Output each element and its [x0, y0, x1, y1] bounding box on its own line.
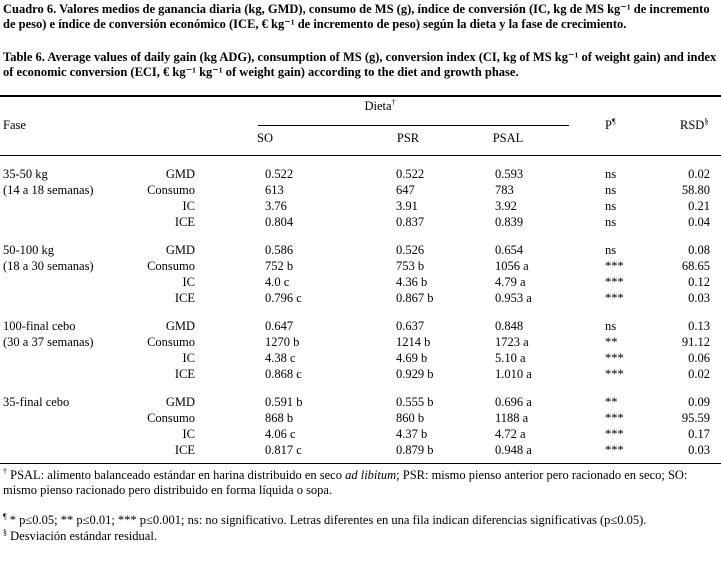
row-variable: IC [182, 199, 195, 213]
cell-psr: 860 b [396, 411, 425, 425]
cell-rsd: 0.13 [688, 319, 710, 333]
cell-rsd: 0.08 [688, 243, 710, 257]
caption-spanish-text: Valores medios de ganancia diaria (kg, GMD), consumo de MS (g), índice de conversión (IC, kg de MS kg⁻¹ de incremento de peso) e índice de conversión económico (ICE, € kg⁻¹ de incremento de peso) según la dieta y la fase de crecimiento. [3, 2, 710, 31]
cell-rsd: 0.17 [688, 427, 710, 441]
cell-psal: 1.010 a [495, 367, 532, 381]
footnote-section-mark: § [3, 527, 7, 537]
footnote-pilcrow-text: * p≤0.05; ** p≤0.01; *** p≤0.001; ns: no significativo. Letras diferentes en una fila indican diferencias significativas (p≤0.05). [6, 513, 647, 527]
cell-so: 0.647 [265, 319, 294, 333]
row-variable: GMD [165, 319, 195, 333]
cell-psal: 1188 a [495, 411, 529, 425]
dieta-underline [258, 125, 569, 126]
footnote-dagger [3, 468, 717, 498]
row-variable: Consumo [147, 183, 195, 197]
phase-label: 35-50 kg [3, 167, 48, 181]
cell-psal: 0.948 a [495, 443, 532, 457]
cell-p: *** [605, 259, 624, 273]
footnote-pilcrow-mark: ¶ [3, 511, 7, 521]
cell-psal: 1056 a [495, 259, 529, 273]
row-variable: GMD [165, 243, 195, 257]
row-variable: GMD [165, 395, 195, 409]
cell-psal: 0.654 [495, 243, 524, 257]
cell-psr: 0.522 [396, 167, 425, 181]
cell-p: ns [605, 243, 617, 257]
cell-psr: 0.837 [396, 215, 425, 229]
cell-p: ns [605, 215, 617, 229]
cell-psal: 0.696 a [495, 395, 532, 409]
row-variable: IC [182, 427, 195, 441]
cell-psal: 783 [495, 183, 514, 197]
cell-rsd: 0.04 [688, 215, 710, 229]
cell-psal: 3.92 [495, 199, 517, 213]
row-variable: ICE [174, 215, 195, 229]
footnote-section [3, 529, 717, 544]
cell-psr: 0.555 b [396, 395, 434, 409]
cell-so: 0.522 [265, 167, 294, 181]
cell-rsd: 0.12 [688, 275, 710, 289]
row-variable: Consumo [147, 259, 195, 273]
row-variable: Consumo [147, 411, 195, 425]
cell-psal: 0.953 a [495, 291, 532, 305]
row-variable: Consumo [147, 335, 195, 349]
phase-label: 35-final cebo [3, 395, 70, 409]
cell-so: 0.804 [265, 215, 294, 229]
cell-psr: 647 [396, 183, 415, 197]
header-rsd-label: RSD [680, 118, 705, 132]
cell-psr: 0.929 b [396, 367, 434, 381]
cell-rsd: 95.59 [681, 411, 710, 425]
caption-english-text: Average values of daily gain (kg ADG), consumption of MS (g), conversion index (CI, kg of MS kg⁻¹ of weight gain) and index of economic conversion (ECI, € kg⁻¹ kg⁻¹ of weight gain) according to the diet and growth phase. [3, 50, 717, 79]
cell-psr: 0.867 b [396, 291, 434, 305]
phase-label: 50-100 kg [3, 243, 55, 257]
cell-p: *** [605, 291, 624, 305]
cell-rsd: 0.09 [688, 395, 710, 409]
caption-english [3, 50, 717, 80]
cell-p: ** [605, 335, 618, 349]
table-top-rule [0, 95, 721, 97]
header-col-so: SO [257, 131, 273, 145]
pilcrow-mark: ¶ [611, 116, 616, 126]
row-variable: GMD [165, 167, 195, 181]
cell-so: 4.38 c [265, 351, 296, 365]
cell-so: 0.796 c [265, 291, 302, 305]
header-p [605, 118, 616, 132]
cell-p: *** [605, 367, 624, 381]
cell-p: ns [605, 319, 617, 333]
header-dieta [330, 99, 430, 113]
cell-psr: 4.36 b [396, 275, 428, 289]
header-rsd [680, 118, 708, 132]
cell-p: ** [605, 395, 618, 409]
cell-p: ns [605, 183, 617, 197]
phase-weeks: (14 a 18 semanas) [3, 183, 94, 197]
cell-p: *** [605, 275, 624, 289]
row-variable: ICE [174, 291, 195, 305]
cell-psal: 4.72 a [495, 427, 526, 441]
header-p-label: P [605, 118, 612, 132]
caption-spanish [3, 2, 717, 32]
row-variable: IC [182, 351, 195, 365]
caption-english-label: Table 6. [3, 50, 45, 64]
header-bottom-rule [0, 155, 721, 156]
cell-psr: 4.69 b [396, 351, 428, 365]
cell-psr: 0.637 [396, 319, 425, 333]
footnote-pilcrow [3, 513, 717, 528]
footnote-dagger-italic: ad libitum [345, 468, 397, 482]
dagger-mark: † [391, 97, 396, 107]
cell-psal: 0.839 [495, 215, 524, 229]
table-bottom-rule [0, 463, 721, 464]
cell-psr: 1214 b [396, 335, 431, 349]
cell-so: 1270 b [265, 335, 300, 349]
header-dieta-label: Dieta [364, 99, 392, 113]
cell-so: 0.817 c [265, 443, 302, 457]
cell-so: 4.0 c [265, 275, 290, 289]
cell-rsd: 0.03 [688, 291, 710, 305]
cell-psal: 4.79 a [495, 275, 526, 289]
footnote-dagger-text-end: ; PSR: mismo pienso anterior pero racionado en seco; SO: mismo pienso racionado pero distribuido en forma líquida o sopa. [3, 468, 688, 497]
cell-p: ns [605, 167, 617, 181]
cell-so: 3.76 [265, 199, 287, 213]
cell-psr: 0.879 b [396, 443, 434, 457]
cell-p: *** [605, 411, 624, 425]
row-variable: ICE [174, 443, 195, 457]
cell-p: *** [605, 443, 624, 457]
cell-so: 0.868 c [265, 367, 302, 381]
cell-rsd: 0.06 [688, 351, 710, 365]
cell-so: 0.586 [265, 243, 294, 257]
caption-spanish-label: Cuadro 6. [3, 2, 57, 16]
cell-psr: 0.526 [396, 243, 425, 257]
phase-weeks: (30 a 37 semanas) [3, 335, 94, 349]
section-mark: § [704, 116, 709, 126]
cell-so: 752 b [265, 259, 294, 273]
cell-so: 868 b [265, 411, 294, 425]
header-col-psal: PSAL [492, 131, 524, 145]
cell-rsd: 58.80 [681, 183, 710, 197]
cell-rsd: 0.02 [688, 367, 710, 381]
footnote-section-text: Desviación estándar residual. [7, 529, 157, 543]
header-col-psr: PSR [396, 131, 420, 145]
cell-psal: 5.10 a [495, 351, 526, 365]
cell-so: 4.06 c [265, 427, 296, 441]
cell-p: *** [605, 427, 624, 441]
cell-psal: 0.593 [495, 167, 524, 181]
footnote-dagger-mark: † [3, 466, 7, 476]
footnote-dagger-text: PSAL: alimento balanceado estándar en harina distribuido en seco [7, 468, 346, 482]
cell-rsd: 0.21 [688, 199, 710, 213]
cell-so: 613 [265, 183, 284, 197]
cell-rsd: 91.12 [681, 335, 710, 349]
header-fase: Fase [3, 118, 26, 132]
phase-label: 100-final cebo [3, 319, 76, 333]
cell-rsd: 0.02 [688, 167, 710, 181]
cell-psal: 1723 a [495, 335, 529, 349]
cell-rsd: 68.65 [681, 259, 710, 273]
cell-psr: 3.91 [396, 199, 418, 213]
cell-p: *** [605, 351, 624, 365]
cell-so: 0.591 b [265, 395, 303, 409]
phase-weeks: (18 a 30 semanas) [3, 259, 94, 273]
cell-rsd: 0.03 [688, 443, 710, 457]
cell-psr: 4.37 b [396, 427, 428, 441]
cell-psr: 753 b [396, 259, 425, 273]
cell-p: ns [605, 199, 617, 213]
row-variable: IC [182, 275, 195, 289]
cell-psal: 0.848 [495, 319, 524, 333]
row-variable: ICE [174, 367, 195, 381]
